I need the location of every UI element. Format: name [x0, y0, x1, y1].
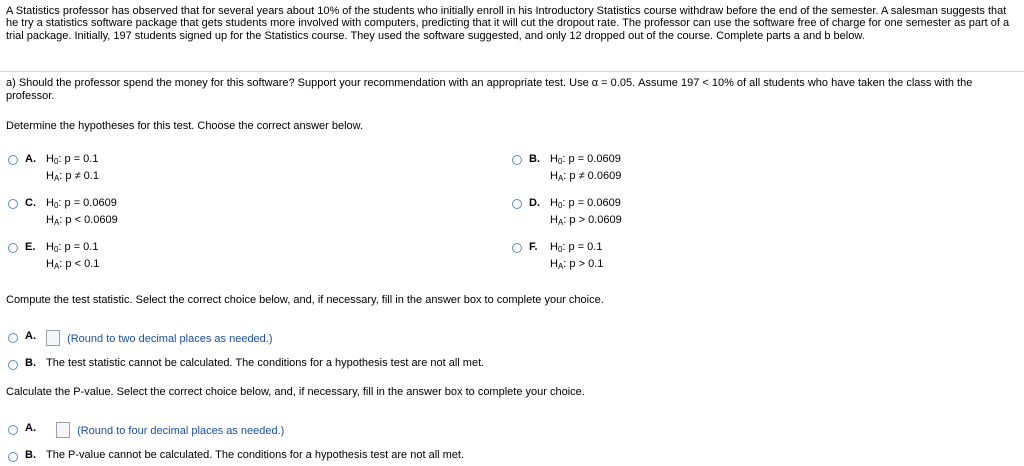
part-a-question: a) Should the professor spend the money for this software? Support your recommendation with an appropriate test. Use α = 0.05. Assume 197 < 10% of all students who have taken the class with the professor.: [6, 77, 973, 102]
statistic-prompt: Compute the test statistic. Select the correct choice below, and, if necessary, fill in the answer box to complete your choice.: [6, 294, 604, 306]
radio-button[interactable]: [512, 199, 522, 209]
option-text: The test statistic cannot be calculated. The conditions for a hypothesis test are not all met.: [46, 357, 485, 369]
option-letter: A.: [25, 422, 36, 434]
hypotheses-prompt: Determine the hypotheses for this test. Choose the correct answer below.: [6, 120, 364, 132]
radio-button[interactable]: [8, 425, 18, 435]
alternative-hypothesis: $H_A$: p > 0.1: [550, 258, 604, 271]
alternative-hypothesis: $H_A$: p < 0.1: [46, 258, 100, 271]
radio-button[interactable]: [8, 333, 18, 343]
null-hypothesis: $H_0$: p = 0.0609: [46, 197, 117, 210]
problem-statement: A Statistics professor has observed that for several years about 10% of the students who initially enroll in his Introductory Statistics course withdraw before the end of the semester. A salesman suggests that he try a statistics software package that gets students more involved with computers, predicting that it will cut the dropout rate. The professor can use the software free of charge for one semester as part of a trial package. Initially, 197 students signed up for the Statistics course. They used the software suggested, and only 12 dropped out of the course. Complete parts a and b below.: [6, 5, 1010, 42]
option-letter: F.: [529, 241, 538, 253]
radio-button[interactable]: [512, 155, 522, 165]
option-letter: B.: [25, 449, 36, 461]
alternative-hypothesis: $H_A$: p ≠ 0.1: [46, 170, 99, 183]
null-hypothesis: $H_0$: p = 0.0609: [550, 153, 621, 166]
null-hypothesis: $H_0$: p = 0.0609: [550, 197, 621, 210]
null-hypothesis: $H_0$: p = 0.1: [46, 153, 99, 166]
option-letter: B.: [529, 153, 540, 165]
alternative-hypothesis: $H_A$: p < 0.0609: [46, 214, 118, 227]
option-letter: C.: [25, 197, 36, 209]
option-letter: A.: [25, 330, 36, 342]
radio-button[interactable]: [8, 243, 18, 253]
option-text: The P-value cannot be calculated. The conditions for a hypothesis test are not all met.: [46, 449, 465, 461]
option-letter: B.: [25, 357, 36, 369]
pvalue-answer-input[interactable]: [56, 422, 70, 438]
option-letter: E.: [25, 241, 36, 253]
pvalue-prompt: Calculate the P-value. Select the correct choice below, and, if necessary, fill in the answer box to complete your choice.: [6, 386, 585, 398]
radio-button[interactable]: [512, 243, 522, 253]
rounding-hint: (Round to two decimal places as needed.): [67, 333, 273, 345]
radio-button[interactable]: [8, 360, 18, 370]
divider: [0, 71, 1024, 72]
radio-button[interactable]: [8, 155, 18, 165]
alternative-hypothesis: $H_A$: p > 0.0609: [550, 214, 622, 227]
radio-button[interactable]: [8, 199, 18, 209]
radio-button[interactable]: [8, 452, 18, 462]
option-letter: D.: [529, 197, 540, 209]
null-hypothesis: $H_0$: p = 0.1: [550, 241, 603, 254]
null-hypothesis: $H_0$: p = 0.1: [46, 241, 99, 254]
alternative-hypothesis: $H_A$: p ≠ 0.0609: [550, 170, 622, 183]
rounding-hint: (Round to four decimal places as needed.): [77, 425, 285, 437]
option-letter: A.: [25, 153, 36, 165]
statistic-answer-input[interactable]: [46, 330, 60, 346]
